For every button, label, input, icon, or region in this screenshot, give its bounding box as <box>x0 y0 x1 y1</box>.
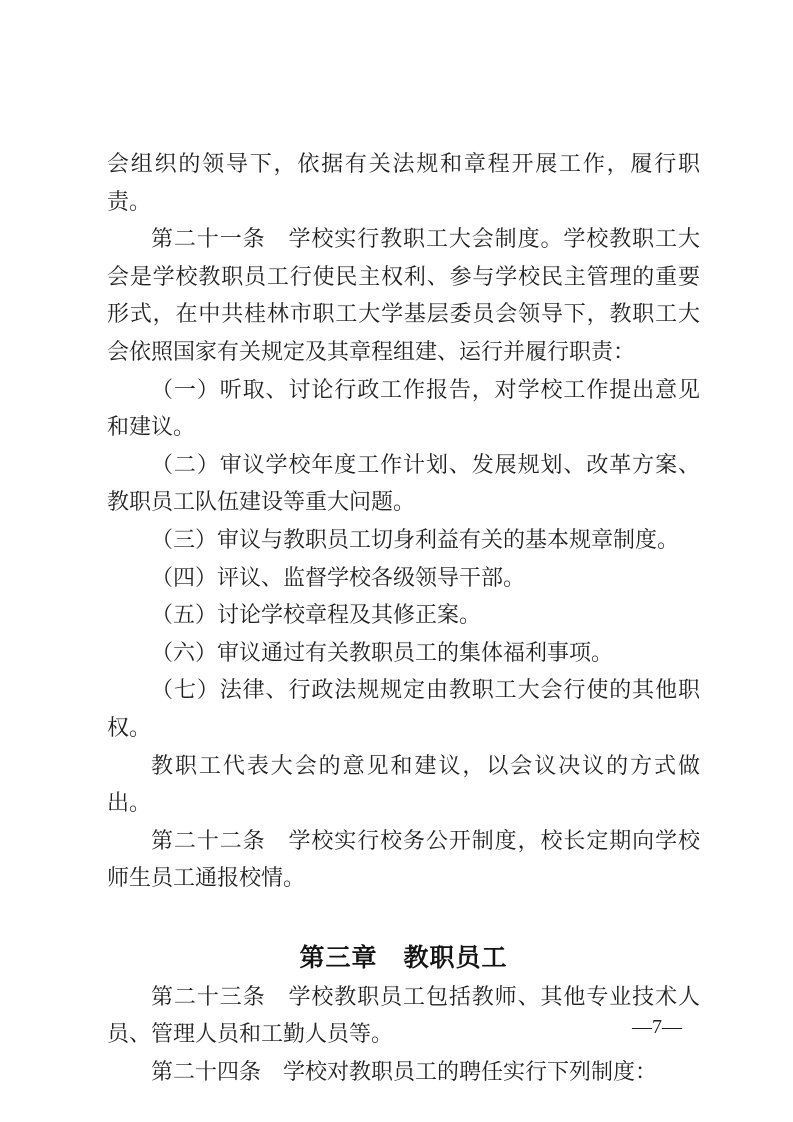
paragraph-article-24: 第二十四条 学校对教职员工的聘任实行下列制度： <box>151 1059 658 1085</box>
document-body <box>107 145 700 1091</box>
list-item-1: （一）听取、讨论行政工作报告，对学校工作提出意见和建议。 <box>107 376 700 440</box>
paragraph-article-22: 第二十二条 学校实行校务公开制度，校长定期向学校师生员工通报校情。 <box>107 827 700 891</box>
chapter-heading: 第三章 教职员工 <box>299 943 508 972</box>
paragraph-congress-decision: 教职工代表大会的意见和建议，以会议决议的方式做出。 <box>107 752 700 816</box>
list-item-7: （七）法律、行政法规规定由教职工大会行使的其他职权。 <box>107 677 700 740</box>
list-item-4: （四）评议、监督学校各级领导干部。 <box>151 564 526 590</box>
list-item-3: （三）审议与教职员工切身利益有关的基本规章制度。 <box>151 526 680 552</box>
list-item-6: （六）审议通过有关教职员工的集体福利事项。 <box>151 639 614 665</box>
paragraph-article-23: 第二十三条 学校教职员工包括教师、其他专业技术人员、管理人员和工勤人员等。 <box>107 983 700 1047</box>
page-number: —7— <box>632 1016 682 1038</box>
list-item-5: （五）讨论学校章程及其修正案。 <box>151 602 482 628</box>
paragraph-article-21: 第二十一条 学校实行教职工大会制度。学校教职工大会是学校教职员工行使民主权利、参与学校民主管理的重要形式，在中共桂林市职工大学基层委员会领导下，教职工大会依照国家有关规定及其章程组建、运行并履行职责： <box>107 226 700 364</box>
paragraph-continuation: 会组织的领导下，依据有关法规和章程开展工作，履行职责。 <box>107 151 700 214</box>
list-item-2: （二）审议学校年度工作计划、发展规划、改革方案、教职员工队伍建设等重大问题。 <box>107 451 700 515</box>
